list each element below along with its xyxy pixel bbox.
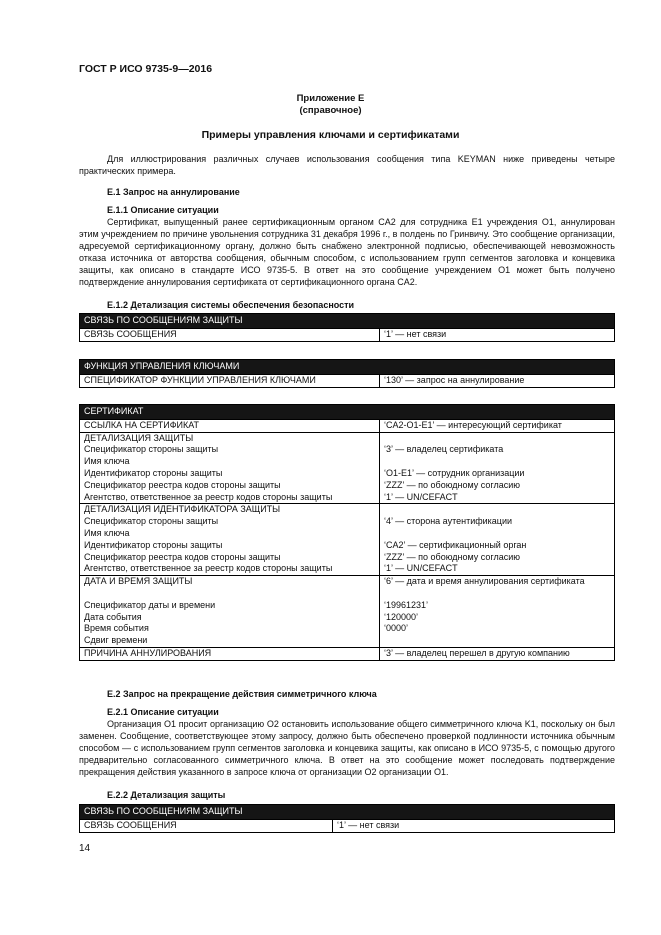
cell-line: ДЕТАЛИЗАЦИЯ ЗАЩИТЫ xyxy=(84,432,194,443)
cell-line: ‘6’ — дата и время аннулирования сертификата xyxy=(384,576,585,587)
appendix-note: (справочное) xyxy=(299,105,362,116)
cell-line: Сдвиг времени xyxy=(84,635,148,646)
table-cell-value: ‘CA2-O1-E1’ — интересующий сертификат xyxy=(380,419,615,432)
cell-line: Идентификатор стороны защиты xyxy=(84,467,223,478)
table-row xyxy=(80,819,615,832)
cell-line xyxy=(384,588,610,600)
cell-line xyxy=(384,433,610,445)
cell-line: ‘120000’ xyxy=(384,611,419,622)
appendix-title: Приложение Е xyxy=(296,93,365,104)
cell-line: ДЕТАЛИЗАЦИЯ ИДЕНТИФИКАТОРА ЗАЩИТЫ xyxy=(84,504,281,515)
table-header: СВЯЗЬ ПО СООБЩЕНИЯМ ЗАЩИТЫ xyxy=(80,805,615,820)
cell-line: Идентификатор стороны защиты xyxy=(84,539,223,550)
table-cell-label xyxy=(80,576,380,648)
cell-line: Агентство, ответственное за реестр кодов стороны защиты xyxy=(84,563,333,574)
table-cell-value: ‘3’ — владелец перешел в другую компанию xyxy=(380,647,615,660)
cell-line: ‘1’ — UN/CEFACT xyxy=(384,563,458,574)
cell-line: Спецификатор стороны защиты xyxy=(84,444,219,455)
cell-line: Имя ключа xyxy=(84,527,130,538)
table-cell-value xyxy=(380,504,615,576)
table-row xyxy=(80,576,615,648)
cell-line xyxy=(384,504,610,516)
section-e1-1-heading: Е.1.1 Описание ситуации xyxy=(107,205,219,215)
cell-line: ‘1’ — UN/CEFACT xyxy=(384,491,458,502)
table-header: ФУНКЦИЯ УПРАВЛЕНИЯ КЛЮЧАМИ xyxy=(80,360,615,375)
table-cell-label xyxy=(80,504,380,576)
table-cell-value: ‘1’ — нет связи xyxy=(333,819,615,832)
section-e2-heading: Е.2 Запрос на прекращение действия симметричного ключа xyxy=(107,689,377,699)
cell-line: ‘19961231’ xyxy=(384,599,429,610)
table-row xyxy=(80,328,615,341)
cell-line xyxy=(384,456,610,468)
certificate-table xyxy=(79,404,615,661)
security-association-table-2 xyxy=(79,804,615,833)
section-e2-1-text: Организация O1 просит организацию O2 остановить использование общего симметричного ключа K1, поскольку он был заменен. Сообщение, соответствующее этому запросу, должно быть обеспечено проверкой подлинности источника обычным способом — с использованием групп сегментов заголовка и концевика защиты, как описано в ИСО 9735-5, с помощью другого предварительно согласованного симметричного ключа. В ответ на это сообщение может последовать подтверждение прекращения действия указанного в запросе ключа от организации O2 организации O1. xyxy=(79,719,615,778)
table-row xyxy=(80,647,615,660)
security-association-table xyxy=(79,313,615,342)
table-cell-value xyxy=(380,432,615,504)
cell-line: Спецификатор реестра кодов стороны защиты xyxy=(84,479,281,490)
table-row xyxy=(80,432,615,504)
cell-line: Спецификатор стороны защиты xyxy=(84,516,219,527)
cell-line: Время события xyxy=(84,623,149,634)
table-cell-value xyxy=(380,576,615,648)
section-e1-heading: Е.1 Запрос на аннулирование xyxy=(107,187,240,197)
table-cell-label: СВЯЗЬ СООБЩЕНИЯ xyxy=(80,328,380,341)
cell-line: ‘4’ — сторона аутентификации xyxy=(384,516,513,527)
intro-paragraph: Для иллюстрирования различных случаев использования сообщения типа KEYMAN ниже приведены четыре практических примера. xyxy=(79,154,615,177)
table-row xyxy=(80,504,615,576)
cell-line: ‘3’ — владелец сертификата xyxy=(384,444,504,455)
table-cell-label: СВЯЗЬ СООБЩЕНИЯ xyxy=(80,819,333,832)
section-e2-1-heading: Е.2.1 Описание ситуации xyxy=(107,707,219,717)
key-management-function-table xyxy=(79,359,615,388)
cell-line: Спецификатор реестра кодов стороны защиты xyxy=(84,551,281,562)
table-header: СВЯЗЬ ПО СООБЩЕНИЯМ ЗАЩИТЫ xyxy=(80,314,615,329)
table-cell-label: ССЫЛКА НА СЕРТИФИКАТ xyxy=(80,419,380,432)
cell-line: Имя ключа xyxy=(84,456,130,467)
section-e2-2-heading: Е.2.2 Детализация защиты xyxy=(107,790,226,800)
table-row xyxy=(80,374,615,387)
section-e1-2-heading: Е.1.2 Детализация системы обеспечения безопасности xyxy=(107,300,355,310)
table-cell-label xyxy=(80,432,380,504)
table-cell-value: ‘130’ — запрос на аннулирование xyxy=(380,374,615,387)
table-header: СЕРТИФИКАТ xyxy=(80,405,615,420)
cell-line: Спецификатор даты и времени xyxy=(84,599,216,610)
table-cell-label: ПРИЧИНА АННУЛИРОВАНИЯ xyxy=(80,647,380,660)
cell-line xyxy=(384,528,610,540)
document-header: ГОСТ Р ИСО 9735-9—2016 xyxy=(79,63,213,75)
cell-line xyxy=(84,588,375,600)
cell-line: Агентство, ответственное за реестр кодов стороны защиты xyxy=(84,491,333,502)
cell-line: ‘CA2’ — сертификационный орган xyxy=(384,539,527,550)
cell-line: ДАТА И ВРЕМЯ ЗАЩИТЫ xyxy=(84,576,193,587)
table-cell-label: СПЕЦИФИКАТОР ФУНКЦИИ УПРАВЛЕНИЯ КЛЮЧАМИ xyxy=(80,374,380,387)
table-row xyxy=(80,419,615,432)
cell-line: ‘O1-E1’ — сотрудник организации xyxy=(384,467,525,478)
cell-line xyxy=(384,635,610,647)
cell-line: ‘0000’ xyxy=(384,623,409,634)
cell-line: ‘ZZZ’ — по обоюдному согласию xyxy=(384,479,520,490)
section-e1-1-text: Сертификат, выпущенный ранее сертификационным органом CA2 для сотрудника E1 учреждения O1, аннулирован этим учреждением по причине увольнения сотрудника 31 декабря 1996 г., в полдень по Гринвичу. Это сообщение организации, адресуемой сертификационному органу, должно быть снабжено электронной подписью, обеспечивающей невозможность отказа источника от авторства сообщения, обычным способом, с использованием групп сегментов заголовка и концевика защиты, как описано в стандарте ИСО 9735-5. В ответ на это сообщение учреждением O1 может быть получено подтверждение аннулирования сертификата от сертификационного органа CA2. xyxy=(79,217,615,288)
page-number: 14 xyxy=(79,843,91,854)
cell-line: ‘ZZZ’ — по обоюдному согласию xyxy=(384,551,520,562)
document-title: Примеры управления ключами и сертификатами xyxy=(201,129,460,141)
table-cell-value: ‘1’ — нет связи xyxy=(380,328,615,341)
cell-line: Дата события xyxy=(84,611,142,622)
